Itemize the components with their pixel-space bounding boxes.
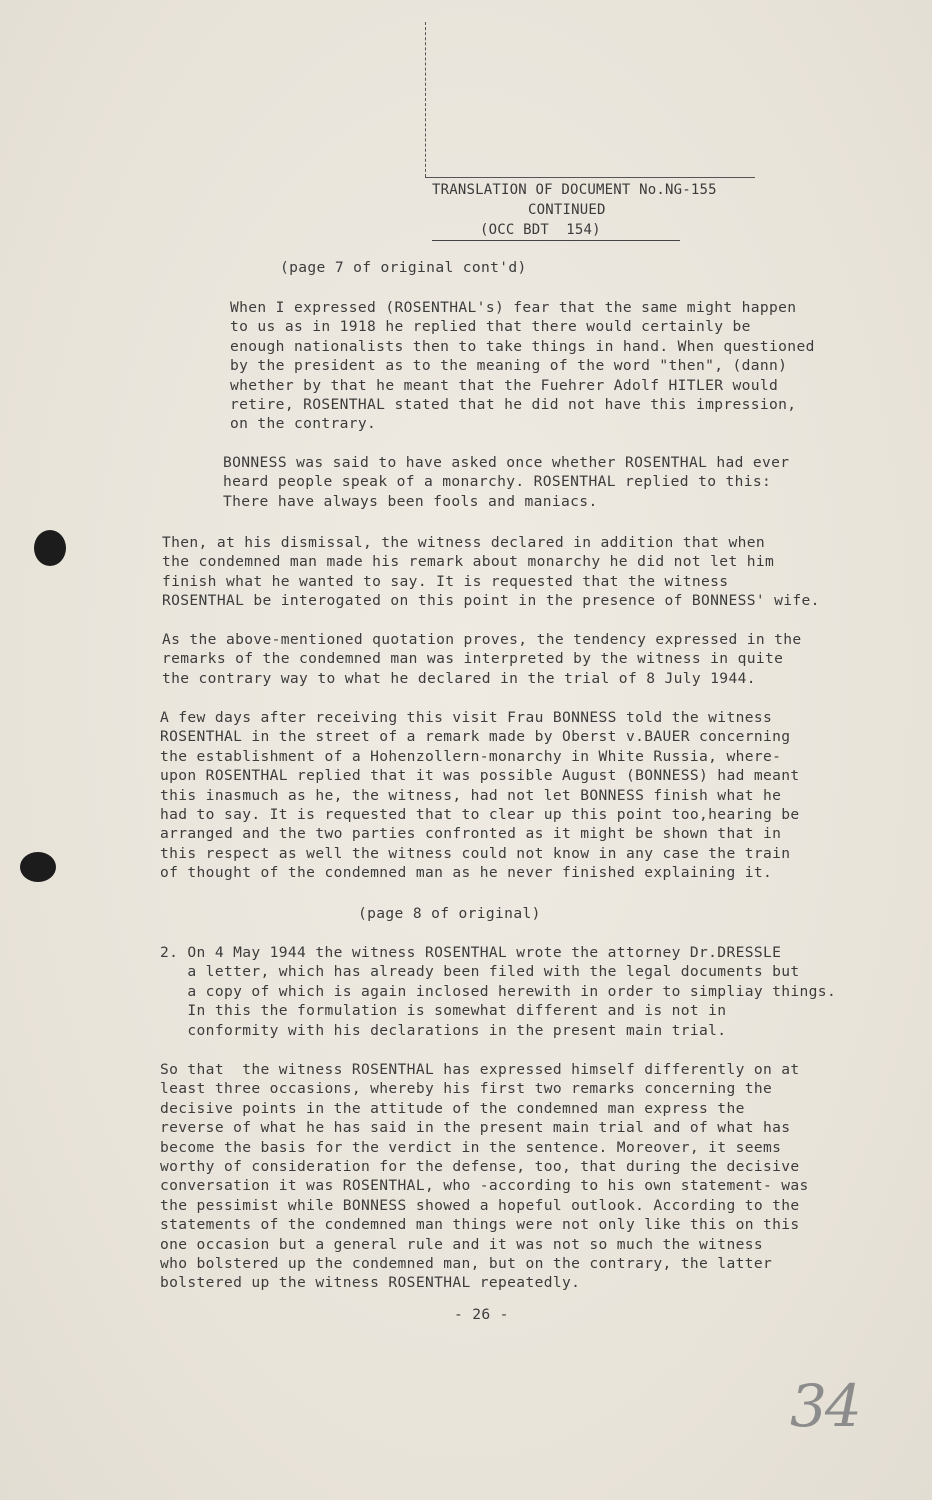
document-title: TRANSLATION OF DOCUMENT No.NG-155 bbox=[432, 182, 717, 198]
document-subtitle: CONTINUED bbox=[528, 202, 606, 218]
header-rule bbox=[425, 177, 755, 178]
page-7-marker: (page 7 of original cont'd) bbox=[280, 259, 527, 276]
punch-hole-bottom bbox=[20, 852, 56, 882]
page-8-marker: (page 8 of original) bbox=[358, 905, 541, 922]
handwritten-page-number: 34 bbox=[790, 1372, 860, 1440]
staple-margin-mark bbox=[425, 22, 426, 177]
body-paragraph-dismissal: Then, at his dismissal, the witness declared in addition that when the condemned man made his remark about monarchy he did not let him finish what he wanted to say. It is requested that the witness ROSENTHAL be interogated on this point in the presence of BONNESS' wife. bbox=[162, 534, 820, 610]
quote-paragraph-1: When I expressed (ROSENTHAL's) fear that the same might happen to us as in 1918 he replied that there would certainly be enough nationalists then to take things in hand. When questioned by the president as to the meaning of the word "then", (dann) whether by that he meant that the Fuehrer Adolf HITLER would retire, ROSENTHAL stated that he did not have this impression, on the contrary. bbox=[230, 299, 815, 433]
document-header bbox=[432, 180, 762, 241]
punch-hole-top bbox=[34, 530, 66, 566]
document-reference: (OCC BDT 154) bbox=[432, 220, 680, 241]
body-paragraph-frau-bonness: A few days after receiving this visit Frau BONNESS told the witness ROSENTHAL in the street of a remark made by Oberst v.BAUER concerning the establishment of a Hohenzollern-monarchy in White Russia, where- upon ROSENTHAL replied that it was possible August (BONNESS) had meant this inasmuch as he, the witness, had not let BONNESS finish what he had to say. It is requested that to clear up this point too,hearing be arranged and the two parties confronted as it might be shown that in this respect as well the witness could not know in any case the train of thought of the condemned man as he never finished explaining it. bbox=[160, 709, 800, 882]
body-paragraph-conclusion: So that the witness ROSENTHAL has expressed himself differently on at least three occasions, whereby his first two remarks concerning the decisive points in the attitude of the condemned man express the reverse of what he has said in the present main trial and of what has become the basis for the verdict in the sentence. Moreover, it seems worthy of consideration for the defense, too, that during the decisive conversation it was ROSENTHAL, who -according to his own statement- was the pessimist while BONNESS showed a hopeful outlook. According to the statements of the condemned man things were not only like this on this one occasion but a general rule and it was not so much the witness who bolstered up the condemned man, but on the contrary, the latter bolstered up the witness ROSENTHAL repeatedly. bbox=[160, 1061, 809, 1292]
numbered-paragraph-2: 2. On 4 May 1944 the witness ROSENTHAL wrote the attorney Dr.DRESSLE a letter, which has already been filed with the legal documents but a copy of which is again inclosed herewith in order to simpliay things. In this the formulation is somewhat different and is not in conformity with his declarations in the present main trial. bbox=[160, 944, 837, 1039]
quote-paragraph-2: BONNESS was said to have asked once whether ROSENTHAL had ever heard people speak of a monarchy. ROSENTHAL replied to this: There have always been fools and maniacs. bbox=[223, 454, 790, 510]
body-paragraph-quotation: As the above-mentioned quotation proves, the tendency expressed in the remarks of the condemned man was interpreted by the witness in quite the contrary way to what he declared in the trial of 8 July 1944. bbox=[162, 631, 802, 687]
page-number: - 26 - bbox=[454, 1306, 509, 1323]
